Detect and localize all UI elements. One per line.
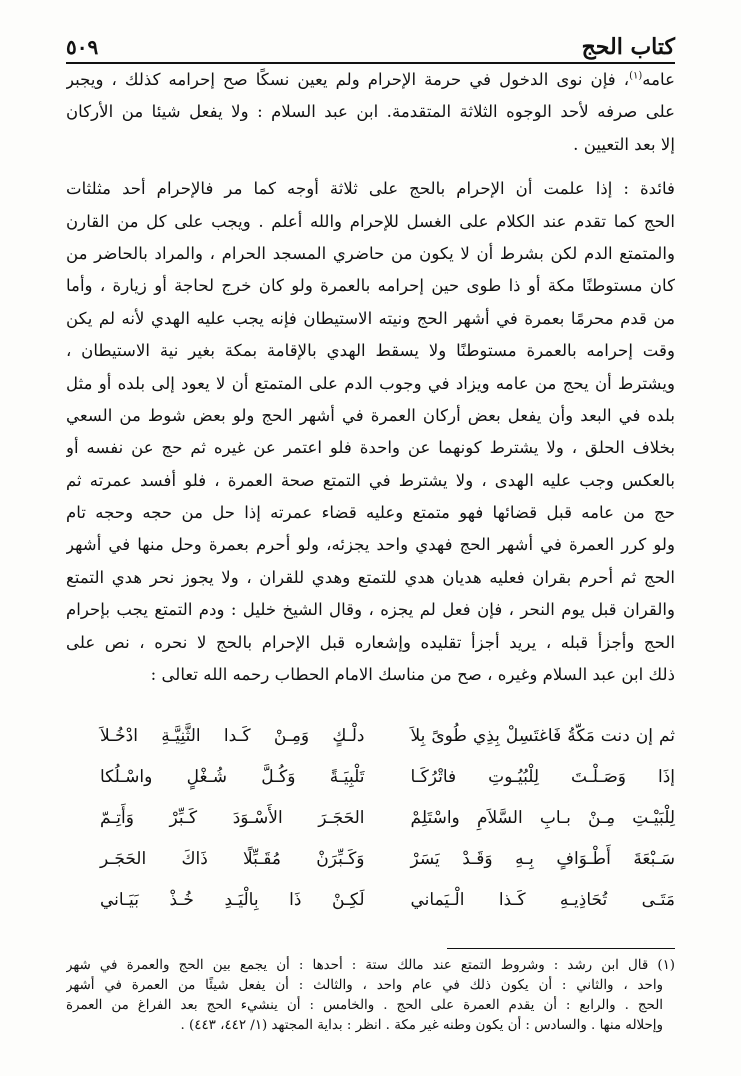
- text-line: والمتمتع الدم لكن بشرط أن لا يكون من حاضري المسجد الحرام ، والمراد بالحاضر من: [66, 243, 675, 263]
- text-line: ذلك ابن عبد السلام وغيره ، صح من مناسك الامام الحطاب رحمه الله تعالى :: [150, 665, 675, 685]
- verse-first-hemistich: ثم إن دنت مَكّةُ فَاغتَسِلْ بِذِي طُوىً بِلاَ: [410, 726, 675, 746]
- verse-first-hemistich: مَتَـى تُحَاذِيـهِ كَـذا الْـيَماني: [410, 890, 675, 910]
- verse-row: [100, 757, 675, 798]
- text-line: من قدم محرمًا بعمرة في أشهر الحج ونيته الاستيطان فإنه يجب عليه الهدي لأنه لم يكن: [66, 308, 675, 328]
- text-line: ويشترط أن يحج من عامه ويزاد في وجوب الدم على المتمتع أن لا يعود إلى بلده أو مثل: [66, 373, 675, 393]
- verse-first-hemistich: سَـبْعَةَ أَطْـوَافٍ بِـهِ وَقَـدْ يَسَرْ: [410, 849, 675, 869]
- footnote-divider: [447, 948, 675, 949]
- main-text: [66, 64, 675, 691]
- verse-second-hemistich: الحَجَـرَ الأَسْـوَدَ كَـبِّرْ وَأَتِـمّ: [100, 808, 365, 828]
- text-line: على صرفه لأحد الوجوه الثلاثة المتقدمة. ابن عبد السلام : ولا يفعل شيئا من الأركان: [66, 102, 675, 122]
- footnote-ref: (١): [629, 70, 643, 82]
- page-header: [66, 28, 675, 64]
- footnote-line: الحج . والرابع : أن يقدم العمرة على الحج . والخامس : أن ينشيء الحج بعد الفراغ من العمرة: [66, 998, 663, 1013]
- text-line: عامه$^{(١)}$، فإن نوى الدخول في حرمة الإحرام ولم يعين نسكًا صح إحرامه كذلك ، ويجبر: [66, 70, 675, 89]
- verse-row: [100, 839, 675, 880]
- text-line: بخلاف الحلق ، ولا يشترط كونهما عن واحدة فلو اعتمر عن غيره ثم حج عن نفسه أو: [66, 438, 675, 458]
- footnote-line: واحد ، والثاني : أن يكون ذلك في عام واحد ، والثالث : أن يفعل شيئًا من العمرة في أشهر: [66, 978, 663, 993]
- text-line: إلا بعد التعيين .: [573, 134, 675, 154]
- verse-second-hemistich: تَلْبِيَـةً وَكُـلَّ شُـغْلٍ واسْـلُكا: [100, 767, 365, 787]
- text-line: بالعكس وجب عليه الهدى ، ولا يشترط في التمتع صحة العمرة ، فلو أفسد عمرته ثم: [66, 470, 675, 490]
- text-line: فائدة : إذا علمت أن الإحرام بالحج على ثلاثة أوجه كما مر فالإحرام أحد مثلثات: [66, 179, 675, 199]
- footnote-line: وإحلاله منها . والسادس : أن يكون وطنه غير مكة . انظر : بداية المجتهد (١/ ٤٤٢، ٤٤٣) .: [180, 1018, 663, 1033]
- verse-second-hemistich: دلْـكٍ وَمِـنْ كَـدا الثَّنِيَّـةِ ادْخُـلاَ: [100, 726, 365, 746]
- page-number: ٥٠٩: [66, 35, 99, 59]
- verse-first-hemistich: إذَا وَصَـلْـتَ لِلْبُيُـوتِ فاتْرُكَـا: [410, 767, 675, 787]
- text-line: والقران قبل يوم النحر ، فإن فعل لم يجزه ، وقال الشيخ خليل : ودم التمتع يجب بإحرام: [66, 600, 675, 620]
- verse-row: [100, 716, 675, 757]
- poem-verses: [100, 716, 675, 921]
- text-line: الحج كما تقدم عند الكلام على الغسل للإحرام والله أعلم . ويجب على كل من القارن: [66, 211, 675, 231]
- verse-second-hemistich: لَكِـنْ ذَا بِالْيَـدِ خُـذْ بَيَـاني: [100, 890, 365, 910]
- paragraph-2: [66, 173, 675, 691]
- text-line: ولو كرر العمرة في أشهر الحج فهدي واحد يجزئه، ولو أحرم بعمرة وحل منها في أشهر: [66, 535, 675, 555]
- text-line: الحج ثم أحرم بقران فعليه هديان هدي للتمتع وهدي للقران ، ولا يجوز نحر هدي التمتع: [66, 567, 675, 587]
- verse-first-hemistich: لِلْبَيْـتِ مِـنْ بـابِ السَّلاَمِ واسْتَلِمْ: [410, 808, 675, 828]
- text-line: الحج وأجزأ قبله ، يريد أجزأ تقليده وإشعاره قبل الإحرام بالحج لا نحره ، نص على: [66, 632, 675, 652]
- footnotes: [66, 956, 675, 1036]
- text-line: بلده في البعد وأن يفعل بعض أركان العمرة في أشهر الحج ولو بعض شوط من السعي: [66, 405, 675, 425]
- text-line: وقت إحرامه بالعمرة مستوطنًا ولا يسقط الهدي بالإقامة بمكة بغير نية الاستيطان ،: [66, 341, 675, 361]
- chapter-title: كتاب الحج: [581, 34, 675, 60]
- text-line: كان مستوطنًا مكة أو ذا طوى حين إحرامه بالعمرة ولو كان خرج لحاجة أو زيارة ، وأما: [66, 276, 675, 296]
- footnote-line: (١) قال ابن رشد : وشروط التمتع عند مالك ستة : أحدها : أن يجمع بين الحج والعمرة في شهر: [66, 958, 675, 973]
- verse-row: [100, 798, 675, 839]
- paragraph-1: [66, 64, 675, 161]
- text-line: حج من عامه قبل قضائها فهو متمتع وعليه قضاء عمرته إذا حل من حجه وحجه تام: [66, 503, 675, 523]
- verse-second-hemistich: وَكَـبِّرَنْ مُقَـبِّلًا ذَاكَ الحَجَـر: [100, 849, 365, 869]
- verse-row: [100, 880, 675, 921]
